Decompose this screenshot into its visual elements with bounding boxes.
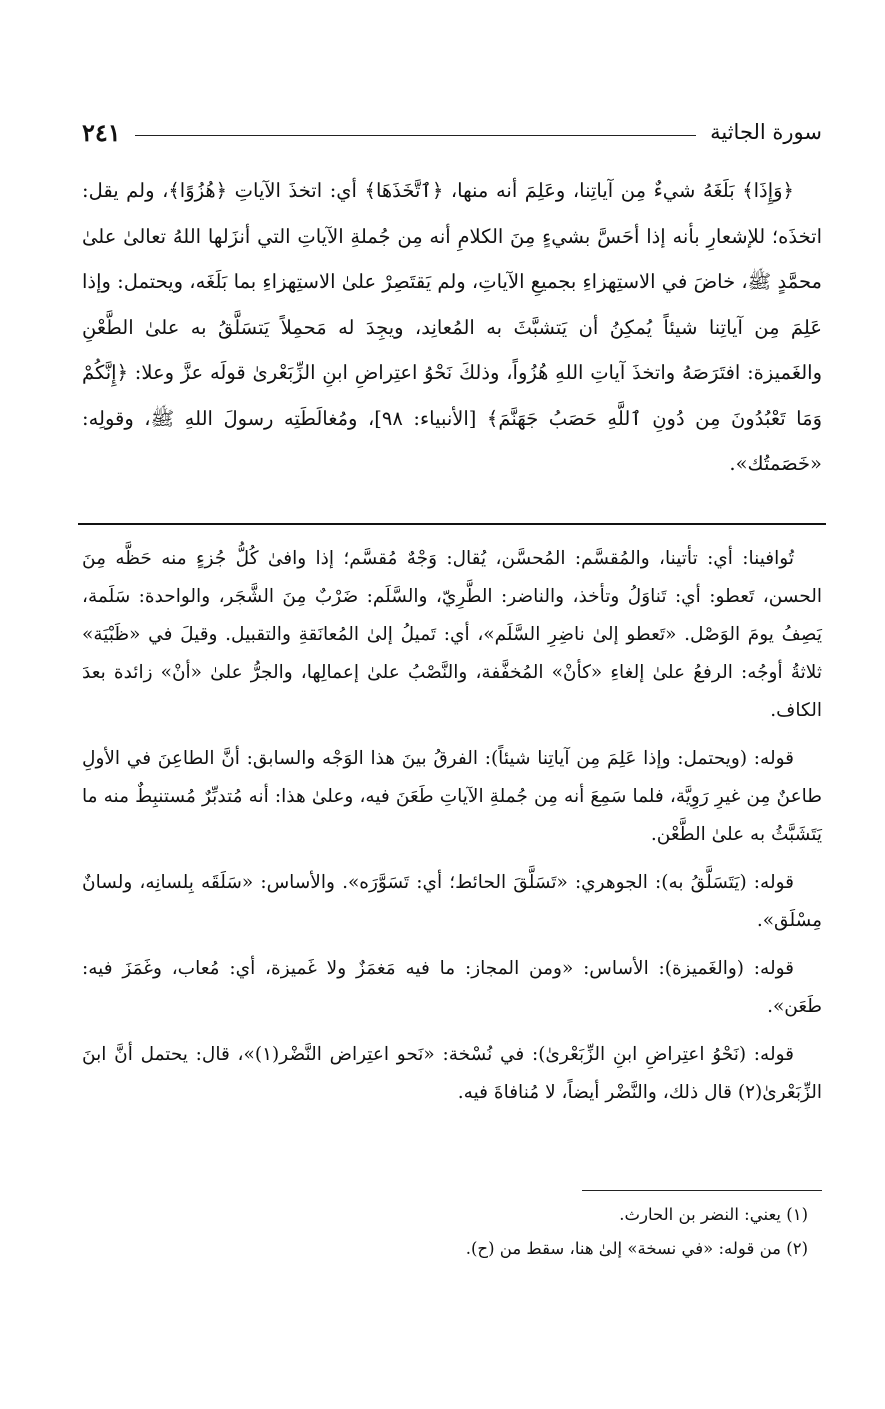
footnote-rule [582, 1190, 822, 1191]
footnotes [82, 1198, 822, 1266]
commentary-paragraph: قوله: (والغَميزة): الأساس: «ومن المجاز: ما فيه مَغمَزٌ ولا غَميزة، أي: مُعاب، وغَمَزَ فيه: طَعَن». [82, 958, 822, 1017]
section-separator [78, 523, 826, 525]
header-rule [135, 135, 696, 136]
main-paragraph: ﴿وَإِذَا﴾ بَلَغَهُ شيءٌ مِن آياتِنا، وعَلِمَ أنه منها، ﴿ٱتَّخَذَهَا﴾ أي: اتخذَ الآياتِ ﴿هُزُوًا﴾، ولم يقل: اتخذَه؛ للإشعارِ بأنه إذا أحَسَّ بشيءٍ مِنَ الكلامِ أنه مِن جُملةِ الآياتِ التي أنزَلها اللهُ تعالىٰ علىٰ محمَّدٍ ﷺ، خاضَ في الاستِهزاءِ بجميعِ الآياتِ، ولم يَقتَصِرْ علىٰ الاستِهزاءِ بما بَلَغَه، ويحتمل: وإذا عَلِمَ مِن آياتِنا شيئاً يُمكِنُ أن يَتشبَّثَ به المُعانِد، ويجِدَ له مَحمِلاً يَتسَلَّقُ به علىٰ الطَّعْنِ والغَميزة: افتَرَصَهُ واتخذَ آياتِ اللهِ هُزُواً، وذلكَ نَحْوُ اعتِراضِ ابنِ الزِّبَعْرىٰ قولَه عزَّ وعلا: ﴿إِنَّكُمْ وَمَا تَعْبُدُونَ مِن دُونِ ٱللَّهِ حَصَبُ جَهَنَّمَ﴾ [الأنبياء: ٩٨]، ومُغالَطَتِه رسولَ اللهِ ﷺ، وقولِه: «خَصَمتُك». [82, 179, 822, 475]
running-header [82, 112, 822, 152]
commentary [82, 540, 822, 1122]
commentary-paragraph: قوله: (نَحْوُ اعتِراضِ ابنِ الزِّبَعْرىٰ): في نُسْخة: «نَحو اعتِراض النَّضْر(١)»، قال: يحتمل أنَّ ابنَ الزِّبَعْرىٰ(٢) قال ذلك، والنَّضْر أيضاً، لا مُنافاةَ فيه. [82, 1044, 822, 1103]
footnote: (٢) من قوله: «في نسخة» إلىٰ هنا، سقط من (ح). [465, 1239, 808, 1258]
main-text [82, 168, 822, 487]
surah-title: سورة الجاثية [710, 120, 822, 144]
commentary-paragraph: قوله: (ويحتمل: وإذا عَلِمَ مِن آياتِنا شيئاً): الفرقُ بينَ هذا الوَجْه والسابق: أنَّ الطاعِنَ في الأولِ طاعنٌ مِن غيرِ رَوِيَّة، فلما سَمِعَ أنه مِن جُملةِ الآياتِ طَعَنَ فيه، وعلىٰ هذا: أنه مُتدبِّرٌ مُستنبِطٌ منه ما يَتَشَبَّثُ به علىٰ الطَّعْن. [82, 748, 822, 845]
commentary-paragraph: تُوافينا: أي: تأتينا، والمُقسَّم: المُحسَّن، يُقال: وَجْهٌ مُقسَّم؛ إذا وافىٰ كُلُّ جُزءٍ منه حَظَّه مِنَ الحسن، تَعطو: أي: تَناوَلُ وتأخذ، والناضر: الطَّرِيّ، والسَّلَم: ضَرْبٌ مِنَ الشَّجَر، والواحدة: سَلَمة، يَصِفُ يومَ الوَصْل. «تَعطو إلىٰ ناضِرِ السَّلَم»، أي: تَميلُ إلىٰ المُعانَقةِ والتقبيل. وقيلَ في «ظَبْيَة» ثلاثةُ أوجُه: الرفعُ علىٰ إلغاءِ «كأنْ» المُخفَّفة، والنَّصْبُ علىٰ إعمالِها، والجرُّ علىٰ «أنْ» زائدة بعدَ الكاف. [82, 548, 822, 721]
footnote: (١) يعني: النضر بن الحارث. [619, 1205, 808, 1224]
commentary-paragraph: قوله: (يَتَسَلَّقُ به): الجوهري: «تَسَلَّقَ الحائط؛ أي: تَسَوَّرَه». والأساس: «سَلَقَه بِلسانِه، ولسانٌ مِسْلَق». [82, 872, 822, 931]
page-number: ٢٤١ [82, 117, 121, 147]
